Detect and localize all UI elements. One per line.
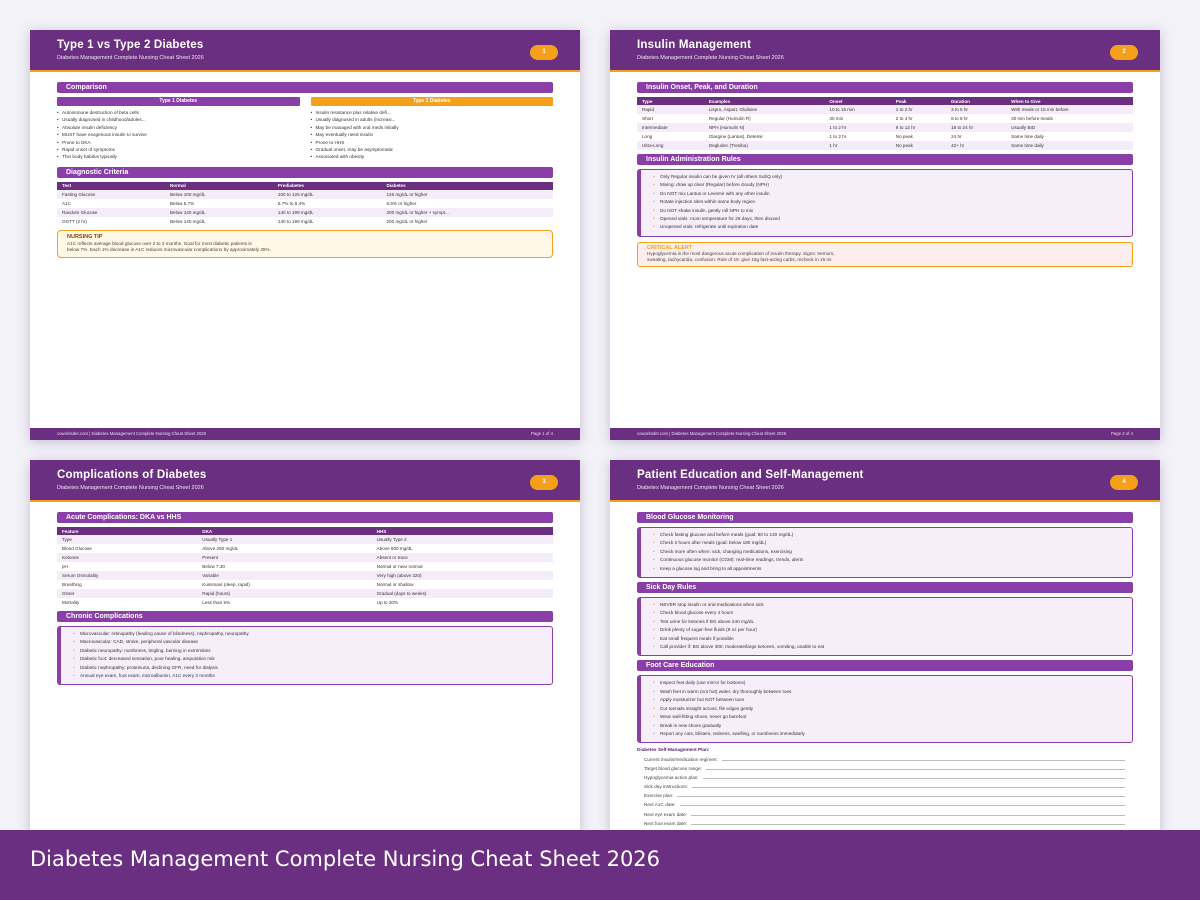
plan-field-line[interactable] <box>706 769 1125 770</box>
table-cell: Rapid (hours) <box>197 589 371 598</box>
list-item: • Keep a glucose log and bring to all appointments <box>651 565 1122 573</box>
list-item: • Opened vials: room temperature for 28 days, then discard <box>651 215 1122 223</box>
table-row <box>57 208 553 217</box>
table-cell: 42+ hr <box>946 141 1006 150</box>
table-cell: 5.7% to 6.4% <box>277 200 306 206</box>
table-cell: Same time daily <box>1011 134 1044 139</box>
list-item: • Check 2 hours after meals (goal: below 180 mg/dL) <box>651 539 1122 547</box>
list-item: • Absolute insulin deficiency <box>57 124 300 131</box>
table-cell: Type <box>57 535 197 544</box>
list-item: • Microvascular: retinopathy (leading cause of blindness), nephropathy, neuropathy <box>71 630 542 638</box>
page-header <box>610 30 1160 72</box>
footer-page: Page 1 of 4 <box>531 431 553 436</box>
diagnostic-table <box>57 182 553 226</box>
table-cell: Degludec (Tresiba) <box>704 141 825 150</box>
table-cell: Usually Type 1 <box>197 535 371 544</box>
table-cell: Gradual (days to weeks) <box>372 589 553 598</box>
nursing-tip-line: A1C reflects average blood glucose over 2 to 3 months. Goal for most diabetic patients is <box>67 240 252 246</box>
table-header-row <box>637 97 1133 105</box>
plan-field-line[interactable] <box>677 796 1125 797</box>
page-title: Type 1 vs Type 2 Diabetes <box>57 39 204 51</box>
list-item: • Prone to HHS <box>311 139 554 146</box>
table-cell: 1 to 2 hr <box>829 134 847 139</box>
plan-field-line[interactable] <box>692 787 1125 788</box>
dka-hhs-table <box>57 527 553 607</box>
glucose-list <box>651 531 1122 573</box>
section-header-diagnostic: Diagnostic Criteria <box>57 167 553 178</box>
table-cell: 2 to 4 hr <box>895 116 913 121</box>
type2-header: Type 2 Diabetes <box>311 97 554 106</box>
table-cell: Regular (Humulin R) <box>708 116 751 121</box>
page-number-badge: 4 <box>1110 475 1138 490</box>
column-header: Test <box>57 182 165 190</box>
list-item: • Macrovascular: CAD, stroke, peripheral vascular disease <box>71 638 542 646</box>
table-cell: Below 7.30 <box>202 564 225 569</box>
page-header <box>30 30 580 72</box>
list-item: • Usually diagnosed in adults (increasi... <box>311 116 554 123</box>
sick-day-list <box>651 601 1122 651</box>
plan-field-label: Current insulin/medication regimen: <box>644 756 718 762</box>
column-header: Type <box>637 97 704 105</box>
list-item: • Prone to DKA <box>57 139 300 146</box>
page-content <box>637 512 1133 826</box>
table-row <box>57 553 553 562</box>
footer-page: Page 2 of 4 <box>1111 431 1133 436</box>
section-header-comparison: Comparison <box>57 82 553 93</box>
list-item: • Cut toenails straight across, file edges gently <box>651 705 1122 713</box>
table-cell: Below 5.7% <box>169 200 195 206</box>
list-item: • Diabetic nephropathy: proteinuria, declining GFR, need for dialysis <box>71 664 542 672</box>
list-item: • Only Regular insulin can be given IV (all others SubQ only) <box>651 173 1122 181</box>
title-banner <box>0 830 1200 900</box>
page-number-badge: 3 <box>530 475 558 490</box>
insulin-admin-box <box>637 169 1133 237</box>
page-title: Insulin Management <box>637 39 752 51</box>
page-number-badge: 2 <box>1110 45 1138 60</box>
page-subtitle: Diabetes Management Complete Nursing Cheat Sheet 2026 <box>637 55 784 61</box>
table-cell: Normal or near normal <box>376 564 423 569</box>
list-item: • Diabetic neuropathy: numbness, tingling, burning in extremities <box>71 647 542 655</box>
table-cell: 1 to 2 hr <box>891 105 946 114</box>
list-item: • Usually diagnosed in childhood/adoles... <box>57 116 300 123</box>
plan-field-label: Hypoglycemia action plan: <box>644 774 699 780</box>
section-header-chronic: Chronic Complications <box>57 611 553 622</box>
section-header-acute: Acute Complications: DKA vs HHS <box>57 512 553 523</box>
type1-list <box>57 109 300 161</box>
table-cell: Absent or trace <box>372 553 553 562</box>
table-cell: 6 to 12 hr <box>891 123 946 132</box>
table-cell: Fasting Glucose <box>57 190 165 199</box>
table-cell: 10 to 15 min <box>824 105 890 114</box>
list-item: • NEVER stop insulin or oral medications when sick <box>651 601 1122 609</box>
type2-column <box>311 97 554 161</box>
table-cell: 200 mg/dL or higher + sympt... <box>382 208 554 217</box>
chronic-list <box>71 630 542 680</box>
table-cell: Below 140 mg/dL <box>165 208 273 217</box>
comparison-columns <box>57 97 553 161</box>
list-item: • Apply moisturizer but NOT between toes <box>651 696 1122 704</box>
sick-day-box <box>637 597 1133 656</box>
plan-field <box>637 752 1133 761</box>
chronic-box <box>57 626 553 685</box>
table-row <box>57 190 553 199</box>
plan-field-label: Sick day instructions: <box>644 784 689 790</box>
page-subtitle: Diabetes Management Complete Nursing Cheat Sheet 2026 <box>57 55 204 61</box>
plan-field-line[interactable] <box>691 815 1125 816</box>
page-title: Complications of Diabetes <box>57 469 207 481</box>
column-header: HHS <box>372 527 553 535</box>
table-cell: Less than 5% <box>202 600 231 605</box>
footer-source: coworksder.com | Diabetes Management Complete Nursing Cheat Sheet 2026 <box>57 431 207 436</box>
nursing-tip <box>57 230 553 258</box>
type1-column <box>57 97 300 161</box>
table-cell: OGTT (2 hr) <box>62 218 87 224</box>
plan-field-label: Next foot exam date: <box>644 820 688 826</box>
column-header: Duration <box>946 97 1006 105</box>
column-header: Examples <box>704 97 825 105</box>
table-header-row <box>57 182 553 190</box>
plan-field <box>637 817 1133 826</box>
table-cell: Ketones <box>57 553 197 562</box>
plan-field-label: Next A1C date: <box>644 802 676 808</box>
list-item: • Continuous glucose monitor (CGM): real-time readings, trends, alerts <box>651 556 1122 564</box>
list-item: • Do NOT shake insulin, gently roll NPH to mix <box>651 207 1122 215</box>
table-cell: Above 600 mg/dL <box>376 546 413 551</box>
list-item: • Insulin resistance plus relative defi... <box>311 109 554 116</box>
list-item: • Call provider if: BG above 300, moderate/large ketones, vomiting, unable to eat <box>651 643 1122 651</box>
section-header-foot-care: Foot Care Education <box>637 660 1133 671</box>
table-cell: A1C <box>62 200 71 206</box>
plan-field <box>637 807 1133 816</box>
list-item: • Check blood glucose every 4 hours <box>651 609 1122 617</box>
table-row <box>637 132 1133 141</box>
column-header: Peak <box>891 97 946 105</box>
section-header-sick-day: Sick Day Rules <box>637 582 1133 593</box>
page-content <box>57 82 553 258</box>
table-cell: 18 to 24 hr <box>946 123 1006 132</box>
list-item: • Wash feet in warm (not hot) water, dry thoroughly between toes <box>651 688 1122 696</box>
foot-care-list <box>651 679 1122 738</box>
table-cell: Onset <box>57 589 197 598</box>
table-cell: Kussmaul (deep, rapid) <box>202 582 250 587</box>
list-item: • May eventually need insulin <box>311 131 554 138</box>
banner-title: Diabetes Management Complete Nursing Cheat Sheet 2026 <box>30 847 661 871</box>
insulin-onset-table <box>637 97 1133 150</box>
nursing-tip-title: NURSING TIP <box>67 233 103 240</box>
table-cell: Breathing <box>62 582 82 587</box>
table-row <box>57 571 553 580</box>
table-cell: 200 mg/dL or higher <box>386 218 428 224</box>
table-row <box>57 544 553 553</box>
page-2 <box>610 30 1160 440</box>
table-cell: 126 mg/dL or higher <box>382 190 554 199</box>
list-item: • Inspect feet daily (use mirror for bottoms) <box>651 679 1122 687</box>
plan-fields <box>637 752 1133 826</box>
plan-field <box>637 798 1133 807</box>
column-header: When to Give <box>1006 97 1133 105</box>
table-cell: Variable <box>197 571 371 580</box>
list-item: • Eat small frequent meals if possible <box>651 635 1122 643</box>
plan-field-line[interactable] <box>680 805 1125 806</box>
type1-header: Type 1 Diabetes <box>57 97 300 106</box>
foot-care-box <box>637 675 1133 743</box>
table-cell: 140 to 199 mg/dL <box>277 218 314 224</box>
section-header-insulin-admin: Insulin Administration Rules <box>637 154 1133 165</box>
list-item: • Break in new shoes gradually <box>651 722 1122 730</box>
table-cell: Usually Type 2 <box>372 535 553 544</box>
plan-field <box>637 780 1133 789</box>
list-item: • Report any cuts, blisters, redness, swelling, or numbness immediately <box>651 730 1122 738</box>
list-item: • Gradual onset, may be asymptomatic <box>311 146 554 153</box>
table-row <box>57 589 553 598</box>
table-cell: Normal or shallow <box>376 582 414 587</box>
column-header: Prediabetes <box>273 182 382 190</box>
table-cell: Same time daily <box>1006 141 1133 150</box>
table-cell: Above 250 mg/dL <box>202 546 239 551</box>
list-item: • Test urine for ketones if BG above 240 mg/dL <box>651 618 1122 626</box>
table-cell: Short <box>642 116 653 121</box>
list-item: • Annual eye exam, foot exam, microalbumin, A1C every 3 months <box>71 672 542 680</box>
table-cell: 30 min <box>829 116 844 121</box>
list-item: • Check more often when: sick, changing medications, exercising <box>651 548 1122 556</box>
table-cell: Ultra-Long <box>637 141 704 150</box>
column-header: DKA <box>197 527 371 535</box>
table-cell: pH <box>62 564 68 569</box>
table-cell: Lispro, Aspart, Glulisine <box>704 105 825 114</box>
plan-field-line[interactable] <box>722 760 1125 761</box>
list-item: • Unopened vials: refrigerate until expiration date <box>651 223 1122 231</box>
list-item: • Check fasting glucose and before meals (goal: 80 to 130 mg/dL) <box>651 531 1122 539</box>
table-cell: Present <box>197 553 371 562</box>
table-cell: Mortality <box>62 600 80 605</box>
page-header <box>610 460 1160 502</box>
table-header-row <box>57 527 553 535</box>
footer-source: coworksder.com | Diabetes Management Complete Nursing Cheat Sheet 2026 <box>637 431 787 436</box>
table-cell: 30 min before meals <box>1011 116 1053 121</box>
list-item: • Thin body habitus typically <box>57 153 300 160</box>
critical-alert <box>637 242 1133 267</box>
table-row <box>637 141 1133 150</box>
nursing-tip-line: below 7%. Each 1% decrease in A1C reduces microvascular complications by approximately 25%. <box>67 246 272 252</box>
page-subtitle: Diabetes Management Complete Nursing Cheat Sheet 2026 <box>637 485 784 491</box>
table-cell: Random Glucose <box>57 208 165 217</box>
table-cell: 140 to 199 mg/dL <box>273 208 382 217</box>
table-row <box>637 105 1133 114</box>
table-cell: Below 100 mg/dL <box>165 190 273 199</box>
list-item: • Autoimmune destruction of beta cells <box>57 109 300 116</box>
plan-field-label: Exercise plan: <box>644 793 674 799</box>
table-cell: Long <box>642 134 653 139</box>
page-title: Patient Education and Self-Management <box>637 469 864 481</box>
table-row <box>57 217 553 226</box>
list-item: • Associated with obesity <box>311 153 554 160</box>
plan-title: Diabetes Self-Management Plan: <box>637 747 710 753</box>
table-cell: 1 to 2 hr <box>824 123 890 132</box>
table-cell: Intermediate <box>637 123 704 132</box>
page-content <box>637 82 1133 267</box>
plan-field-label: Target blood glucose range: <box>644 765 702 771</box>
list-item: • MUST have exogenous insulin to survive <box>57 131 300 138</box>
table-cell: 6 to 8 hr <box>951 116 968 121</box>
table-row <box>57 580 553 589</box>
page-header <box>30 460 580 502</box>
plan-field <box>637 789 1133 798</box>
list-item: • Do NOT mix Lantus or Levemir with any other insulin <box>651 190 1122 198</box>
plan-field-line[interactable] <box>703 778 1125 779</box>
table-row <box>57 199 553 208</box>
table-cell: Blood Glucose <box>62 546 92 551</box>
critical-alert-line: Hypoglycemia is the most dangerous acute complication of insulin therapy. Signs: tremors, <box>647 250 835 256</box>
table-cell: No peak <box>895 134 913 139</box>
list-item: • Mixing: draw up clear (Regular) before cloudy (NPH) <box>651 181 1122 189</box>
page-footer <box>30 428 580 440</box>
table-row <box>57 562 553 571</box>
column-header: Diabetes <box>382 182 554 190</box>
type2-list <box>311 109 554 161</box>
plan-field-label: Next eye exam date: <box>644 811 687 817</box>
table-cell: Serum Osmolality <box>57 571 197 580</box>
column-header: Feature <box>57 527 197 535</box>
table-cell: 1 hr <box>824 141 890 150</box>
table-row <box>57 535 553 544</box>
table-cell: With meals or 15 min before <box>1006 105 1133 114</box>
section-header-glucose: Blood Glucose Monitoring <box>637 512 1133 523</box>
critical-alert-line: sweating, tachycardia, confusion. Rule of 15: give 15g fast-acting carbs, recheck in 15 mi <box>647 256 832 262</box>
column-header: Normal <box>165 182 273 190</box>
page-1 <box>30 30 580 440</box>
table-row <box>57 598 553 607</box>
plan-field <box>637 771 1133 780</box>
column-header: Onset <box>824 97 890 105</box>
list-item: • Drink plenty of sugar-free fluids (8 oz per hour) <box>651 626 1122 634</box>
list-item: • Diabetic foot: decreased sensation, poor healing, amputation risk <box>71 655 542 663</box>
table-cell: NPH (Humulin N) <box>704 123 825 132</box>
plan-field <box>637 762 1133 771</box>
plan-field-line[interactable] <box>691 824 1125 825</box>
list-item: • Wear well-fitting shoes, never go barefoot <box>651 713 1122 721</box>
page-footer <box>610 428 1160 440</box>
table-cell: 3 to 5 hr <box>946 105 1006 114</box>
critical-alert-title: CRITICAL ALERT <box>647 244 693 251</box>
section-header-insulin-onset: Insulin Onset, Peak, and Duration <box>637 82 1133 93</box>
table-cell: Rapid <box>637 105 704 114</box>
table-cell: 24 hr <box>951 134 962 139</box>
page-number-badge: 1 <box>530 45 558 60</box>
list-item: • May be managed with oral meds initially <box>311 124 554 131</box>
list-item: • Rapid onset of symptoms <box>57 146 300 153</box>
table-cell: Usually BID <box>1006 123 1133 132</box>
glucose-box <box>637 527 1133 578</box>
table-cell: Below 140 mg/dL <box>169 218 206 224</box>
table-cell: 6.5% or higher <box>386 200 417 206</box>
page-content <box>57 512 553 689</box>
table-cell: Up to 20% <box>376 600 399 605</box>
table-cell: 100 to 125 mg/dL <box>273 190 382 199</box>
insulin-admin-list <box>651 173 1122 232</box>
table-cell: Very high (above 320) <box>372 571 553 580</box>
list-item: • Rotate injection sites within same body region <box>651 198 1122 206</box>
page-subtitle: Diabetes Management Complete Nursing Cheat Sheet 2026 <box>57 485 204 491</box>
table-row <box>637 114 1133 123</box>
table-row <box>637 123 1133 132</box>
table-cell: No peak <box>891 141 946 150</box>
table-cell: Glargine (Lantus), Detemir <box>708 134 763 139</box>
